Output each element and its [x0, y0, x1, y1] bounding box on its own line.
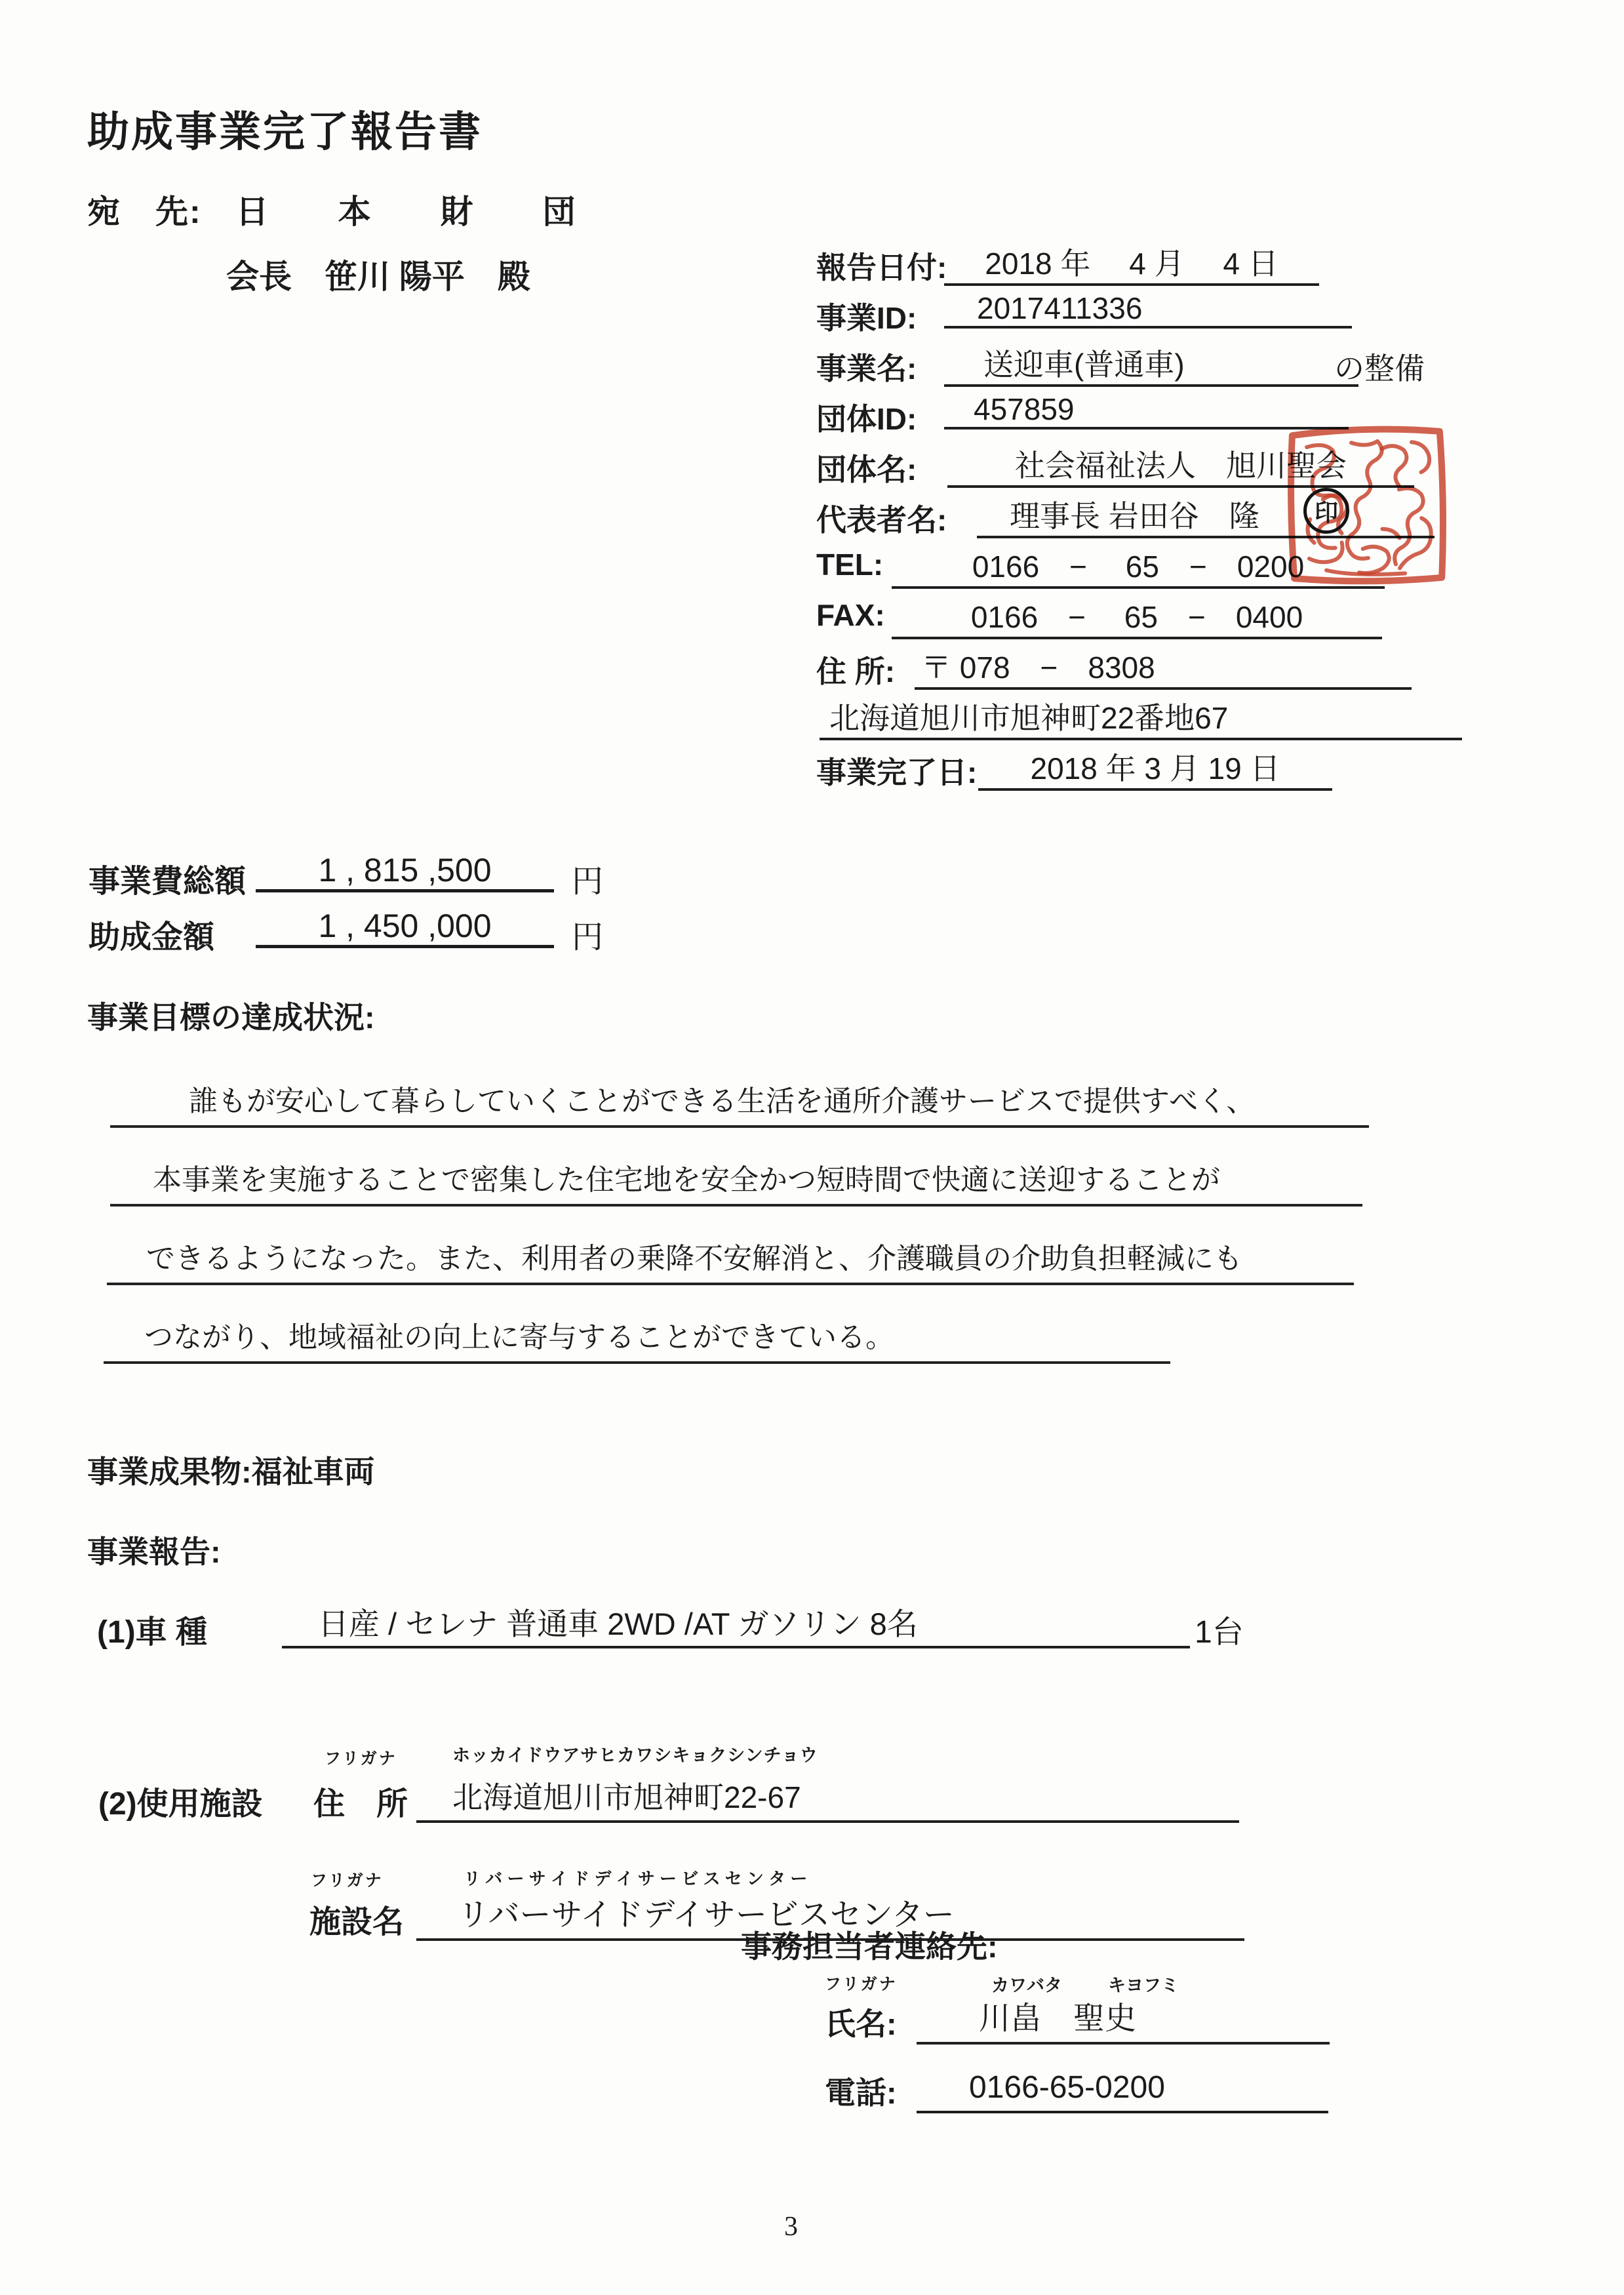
contact-name-furigana-family: カワバタ [991, 1976, 1062, 1995]
facility-address-value: 北海道旭川市旭神町22-67 [416, 1774, 1239, 1823]
report-date-value: 2018 年 4 月 4 日 [944, 240, 1319, 286]
addressee-line: 宛 先: 日 本 財 団 [87, 193, 577, 230]
address-line2: 北海道旭川市旭神町22番地67 [820, 694, 1462, 740]
report-date-label: 報告日付: [816, 250, 947, 285]
deliverable-value: 福祉車両 [251, 1454, 375, 1489]
project-id-value: 2017411336 [944, 290, 1352, 329]
grant-amount-unit: 円 [572, 920, 604, 955]
representative-value: 理事長 岩田谷 隆 [977, 492, 1435, 538]
vehicle-value: 日産 / セレナ 普通車 2WD /AT ガソリン 8名 [282, 1603, 1190, 1648]
report-heading: 事業報告: [87, 1534, 221, 1569]
contact-heading: 事務担当者連絡先: [741, 1929, 998, 1964]
facility-address-label: 住 所 [313, 1787, 408, 1822]
fax-value: 0166 − 65 − 0400 [892, 593, 1382, 639]
contact-phone-label: 電話: [825, 2075, 897, 2110]
vehicle-label: (1)車 種 [97, 1615, 208, 1650]
deliverable-label: 事業成果物: [87, 1454, 252, 1489]
page-number: 3 [784, 2212, 798, 2242]
deliverable-row [87, 1448, 375, 1492]
vehicle-count: 1台 [1195, 1615, 1244, 1650]
facility-address-furigana-label: フリガナ [325, 1749, 397, 1768]
inkan-mark-char: 印 [1314, 498, 1338, 526]
org-name-value: 社会福祉法人 旭川聖会 [947, 442, 1414, 488]
facility-name-value: リバーサイドデイサービスセンター [416, 1892, 1244, 1941]
inkan-mark-icon [1303, 488, 1349, 534]
facility-address-furigana: ホッカイドウアサヒカワシキョクシンチョウ [452, 1746, 818, 1765]
goal-heading: 事業目標の達成状況: [87, 1000, 375, 1035]
contact-phone-value: 0166-65-0200 [917, 2065, 1328, 2113]
tel-label: TEL: [816, 548, 884, 582]
grant-amount-value: 1 , 450 ,000 [256, 907, 554, 948]
project-name-label: 事業名: [816, 351, 917, 386]
address-value: 〒 078 − 8308 [915, 644, 1412, 690]
org-name-label: 団体名: [816, 452, 917, 487]
org-id-value: 457859 [944, 391, 1349, 429]
contact-furigana-label: フリガナ [825, 1975, 898, 1993]
goal-line-2: 本事業を実施することで密集した住宅地を安全かつ短時間で快適に送迎することが [110, 1159, 1362, 1207]
grant-amount-label: 助成金額 [89, 920, 215, 955]
contact-name-furigana-given: キヨフミ [1108, 1976, 1179, 1995]
facility-name-label: 施設名 [309, 1905, 405, 1940]
document-title: 助成事業完了報告書 [87, 108, 483, 155]
goal-line-4: つながり、地域福祉の向上に寄与することができている。 [104, 1317, 1170, 1364]
fax-label: FAX: [816, 598, 885, 632]
facility-name-furigana: リ バ ー サ イ ド デ イ サ ー ビ ス セ ン タ ー [464, 1869, 808, 1888]
contact-name-label: 氏名: [825, 2006, 897, 2041]
address-label: 住 所: [816, 654, 896, 688]
completion-date-label: 事業完了日: [816, 755, 978, 789]
contact-name-value: 川畠 聖史 [917, 1996, 1330, 2045]
completion-date-value: 2018 年 3 月 19 日 [978, 745, 1332, 791]
facility-name-furigana-label: フリガナ [311, 1871, 384, 1890]
chairman-line: 会長 笹川 陽平 殿 [226, 258, 530, 295]
project-name-value: 送迎車(普通車) [944, 341, 1358, 387]
total-cost-label: 事業費総額 [89, 864, 247, 899]
goal-line-1: 誰もが安心して暮らしていくことができる生活を通所介護サービスで提供すべく、 [110, 1081, 1369, 1128]
representative-label: 代表者名: [816, 503, 947, 537]
goal-line-3: できるようになった。また、利用者の乗降不安解消と、介護職員の介助負担軽減にも [107, 1238, 1354, 1285]
total-cost-unit: 円 [572, 864, 604, 899]
facility-label: (2)使用施設 [98, 1787, 263, 1822]
tel-value: 0166 − 65 − 0200 [892, 543, 1385, 589]
project-name-suffix: の整備 [1334, 351, 1425, 386]
org-id-label: 団体ID: [816, 402, 917, 436]
project-id-label: 事業ID: [816, 301, 917, 335]
total-cost-value: 1 , 815 ,500 [256, 851, 554, 892]
